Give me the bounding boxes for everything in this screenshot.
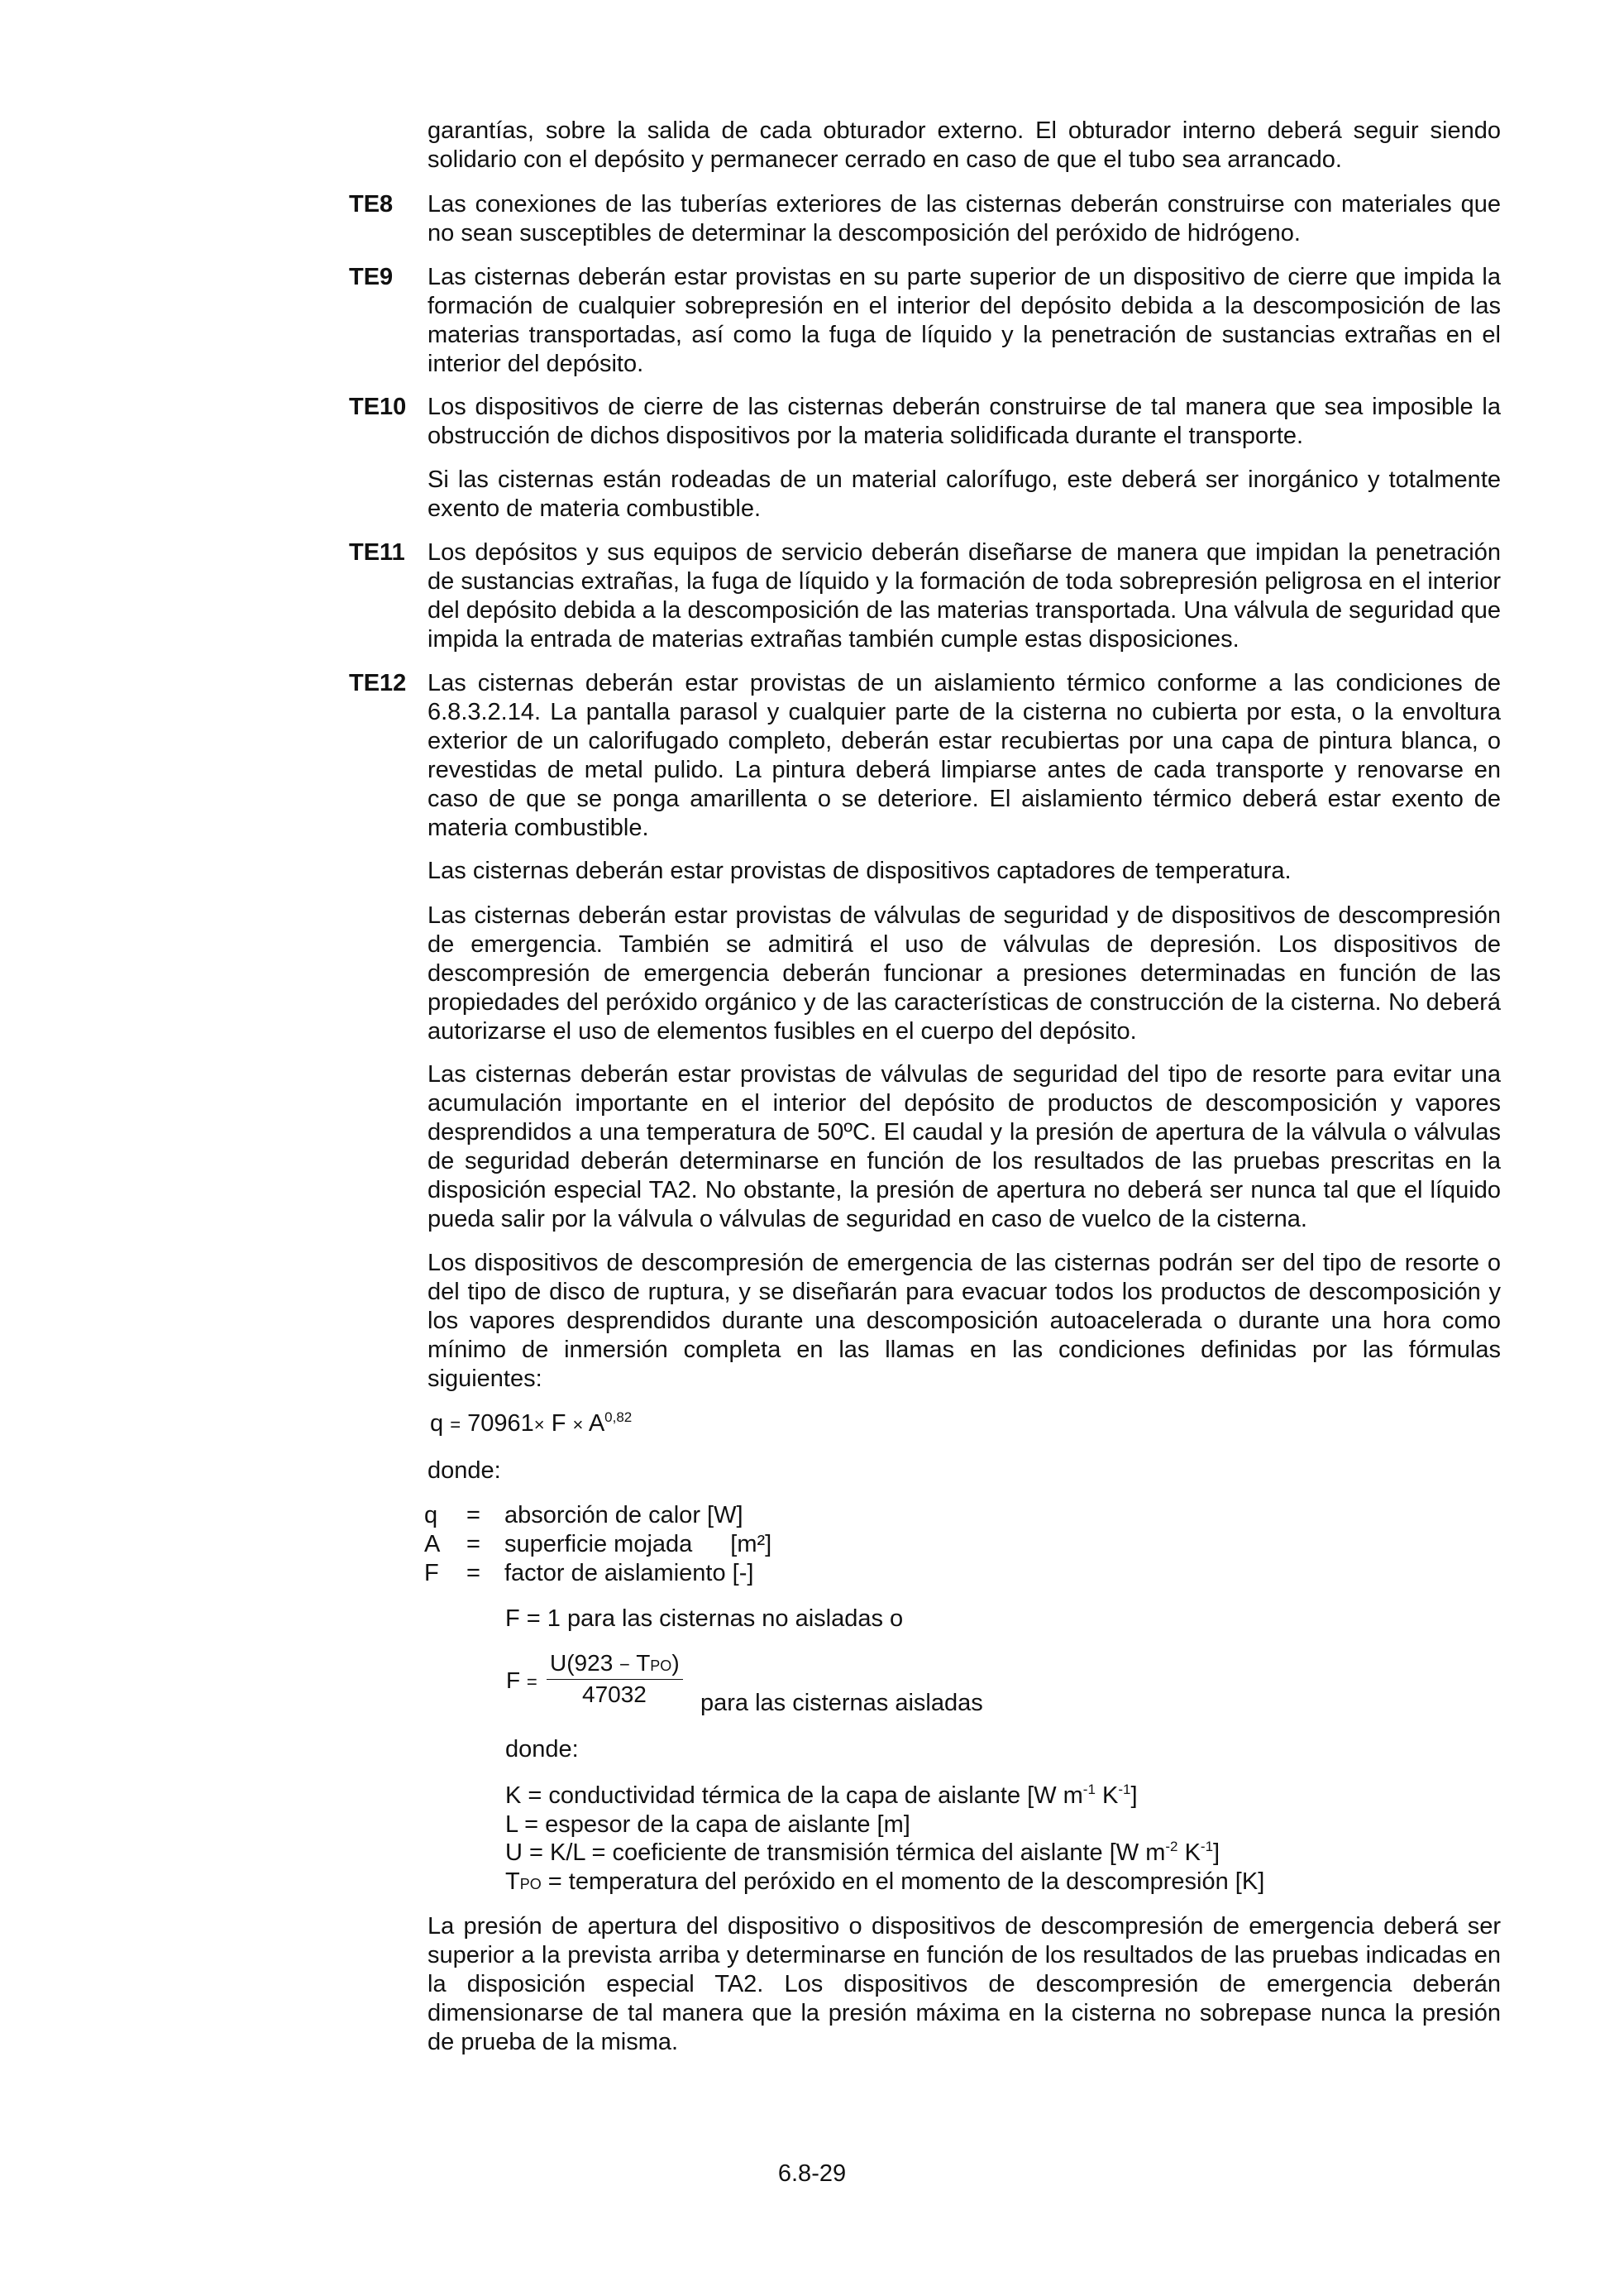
formula-f: F <box>551 1410 566 1437</box>
definition-row <box>424 1501 771 1530</box>
variable-k-sup1: -1 <box>1082 1782 1096 1797</box>
provision-te10 <box>427 393 1501 451</box>
provision-te12 <box>427 669 1501 843</box>
variable-k-text: K = conductividad térmica de la capa de aislante [W m <box>505 1782 1083 1809</box>
provision-te12-paragraph-3: Las cisternas deberán estar provistas de válvulas de seguridad y de dispositivos de descompresión de emergencia. También se admitirá el uso de válvulas de depresión. Los dispositivos de descompresión de emergencia deberán funcionar a presiones determinadas en función de las propiedades del peróxido orgánico y de las características de construcción de la cisterna. No deberá autorizarse el uso de elementos fusibles en el cuerpo del depósito. <box>427 902 1501 1045</box>
formula-exponent: 0,82 <box>604 1409 633 1425</box>
provision-te12-paragraph-4: Las cisternas deberán estar provistas de válvulas de seguridad del tipo de resorte para evitar una acumulación importante en el interior del depósito de productos de descomposición y vapores desprendidos a una temperatura de 50ºC. El caudal y la presión de apertura de la válvula o válvulas de seguridad deberán determinarse en función de los resultados de las pruebas prescritas en la disposición especial TA2. No obstante, la presión de apertura no deberá ser nunca tal que el líquido pueda salir por la válvula o válvulas de seguridad en caso de vuelco de la cisterna. <box>427 1061 1501 1232</box>
provision-te10-paragraph-2: Si las cisternas están rodeadas de un material calorífugo, este deberá ser inorgánico y totalmente exento de materia combustible. <box>427 466 1501 522</box>
fraction-eq: = <box>526 1672 537 1692</box>
variable-tpo <box>505 1868 1264 1899</box>
definition-symbol: A <box>424 1531 441 1557</box>
definition-row <box>424 1530 771 1559</box>
variable-u <box>505 1839 1220 1868</box>
intro-paragraph-block <box>427 117 1501 175</box>
numerator-minus: − <box>619 1654 630 1675</box>
formula-main <box>430 1409 632 1439</box>
definitions-table <box>424 1501 771 1588</box>
variable-tpo-symbol: T <box>505 1868 520 1895</box>
variable-k-mid: K <box>1095 1782 1119 1809</box>
numerator-part-a: U(923 <box>550 1650 614 1676</box>
variable-k <box>505 1782 1138 1810</box>
provision-te12-paragraph-5: Los dispositivos de descompresión de emergencia de las cisternas podrán ser del tipo de resorte o del tipo de disco de ruptura, y se diseñarán para evacuar todos los productos de descomposición y los vapores desprendidos durante una descomposición autoacelerada o durante una hora como mínimo de inmersión completa en las llamas en las condiciones definidas por las fórmulas siguientes: <box>427 1250 1501 1392</box>
provision-code-te12: TE12 <box>349 670 407 696</box>
variable-u-text: U = K/L = coeficiente de transmisión térmica del aislante [W m <box>505 1839 1166 1866</box>
variable-l: L = espesor de la capa de aislante [m] <box>505 1811 910 1838</box>
f-uninsulated-line: F = 1 para las cisternas no aisladas o <box>505 1605 904 1632</box>
donde-label-1: donde: <box>427 1457 501 1484</box>
variable-u-end: ] <box>1213 1839 1220 1866</box>
definition-symbol: q <box>424 1502 438 1528</box>
fraction-lhs <box>506 1667 537 1694</box>
variable-u-sup1: -2 <box>1165 1839 1178 1854</box>
variable-tpo-sub: PO <box>519 1876 542 1892</box>
provision-te12-p2 <box>427 857 1501 886</box>
provision-code-te9: TE9 <box>349 264 394 290</box>
page-number: 6.8-29 <box>777 2160 847 2187</box>
definition-text: factor de aislamiento [-] <box>504 1560 754 1586</box>
formula-lhs: q <box>430 1410 444 1437</box>
provision-te12-p3 <box>427 902 1501 1046</box>
closing-paragraph: La presión de apertura del dispositivo o dispositivos de descompresión de emergencia deberá ser superior a la prevista arriba y determinarse en función de los resultados de las pruebas indicadas en la disposición especial TA2. Los dispositivos de descompresión de emergencia deberán dimensionarse de tal manera que la presión máxima en la cisterna no sobrepase nunca la presión de prueba de la misma. <box>427 1913 1501 2055</box>
definition-eq: = <box>466 1502 480 1528</box>
provision-te11-paragraph: Los depósitos y sus equipos de servicio deberán diseñarse de manera que impidan la penetración de sustancias extrañas, la fuga de líquido y la formación de toda sobrepresión peligrosa en el interior del depósito debida a la descomposición de las materias transportada. Una válvula de seguridad que impida la entrada de materias extrañas también cumple estas disposiciones. <box>427 539 1501 653</box>
fraction-caption: para las cisternas aisladas <box>700 1690 983 1716</box>
provision-te8 <box>427 190 1501 248</box>
variable-u-mid: K <box>1177 1839 1201 1866</box>
provision-code-te10: TE10 <box>349 394 407 420</box>
variable-k-end: ] <box>1130 1782 1138 1809</box>
provision-te12-paragraph-2: Las cisternas deberán estar provistas de dispositivos captadores de temperatura. <box>427 858 1292 884</box>
fraction-bar <box>547 1679 683 1680</box>
variable-tpo-text: = temperatura del peróxido en el momento de la descompresión [K] <box>541 1868 1265 1895</box>
fraction-denominator: 47032 <box>582 1681 647 1707</box>
provision-te9-paragraph: Las cisternas deberán estar provistas en su parte superior de un dispositivo de cierre que impida la formación de cualquier sobrepresión en el interior del depósito debida a la descomposición de las materias transportadas, así como la fuga de líquido y la penetración de sustancias extrañas en el interior del depósito. <box>427 264 1501 377</box>
provision-te10-paragraph-1: Los dispositivos de cierre de las cisternas deberán construirse de tal manera que sea imposible la obstrucción de dichos dispositivos por la materia solidificada durante el transporte. <box>427 394 1501 449</box>
definition-eq: = <box>466 1531 480 1557</box>
definition-text: absorción de calor [W] <box>504 1502 743 1528</box>
formula-times-2: × <box>572 1414 584 1435</box>
definition-row <box>424 1559 771 1588</box>
formula-eq: = <box>450 1414 461 1435</box>
numerator-close: ) <box>671 1650 680 1676</box>
donde-label-2: donde: <box>505 1736 579 1763</box>
fraction-numerator <box>550 1650 680 1677</box>
numerator-t: T <box>636 1650 651 1676</box>
formula-a: A <box>588 1410 605 1437</box>
definition-unit: [m²] <box>730 1531 772 1557</box>
definition-eq: = <box>466 1560 480 1586</box>
provision-code-te11: TE11 <box>349 539 405 566</box>
provision-te11 <box>427 538 1501 654</box>
provision-te12-paragraph-1: Las cisternas deberán estar provistas de un aislamiento térmico conforme a las condiciones de 6.8.3.2.14. La pantalla parasol y cualquier parte de la cisterna no cubierta por esta, o la envoltura exterior de un calorifugado completo, deberán estar recubiertas por una capa de pintura blanca, o revestidas de metal pulido. La pintura deberá limpiarse antes de cada transporte y renovarse en caso de que se ponga amarillenta o se deteriore. El aislamiento térmico deberá estar exento de materia combustible. <box>427 670 1501 841</box>
numerator-sub: PO <box>650 1657 672 1674</box>
intro-paragraph: garantías, sobre la salida de cada obturador externo. El obturador interno deberá seguir siendo solidario con el depósito y permanecer cerrado en caso de que el tubo sea arrancado. <box>427 117 1501 173</box>
definition-text: superficie mojada <box>504 1531 693 1557</box>
provision-te12-p4 <box>427 1060 1501 1234</box>
provision-te8-paragraph: Las conexiones de las tuberías exteriores de las cisternas deberán construirse con materiales que no sean susceptibles de determinar la descomposición del peróxido de hidrógeno. <box>427 191 1501 246</box>
variable-k-sup2: -1 <box>1118 1782 1131 1797</box>
variable-u-sup2: -1 <box>1200 1839 1214 1854</box>
provision-te9 <box>427 263 1501 379</box>
formula-times-1: × <box>533 1414 545 1435</box>
provision-te10-cont <box>427 466 1501 524</box>
definition-symbol: F <box>424 1560 439 1586</box>
formula-coef: 70961 <box>467 1410 534 1437</box>
provision-code-te8: TE8 <box>349 191 394 218</box>
fraction-lhs-symbol: F <box>506 1667 521 1693</box>
provision-te12-p5 <box>427 1249 1501 1394</box>
closing-paragraph-block <box>427 1912 1501 2057</box>
